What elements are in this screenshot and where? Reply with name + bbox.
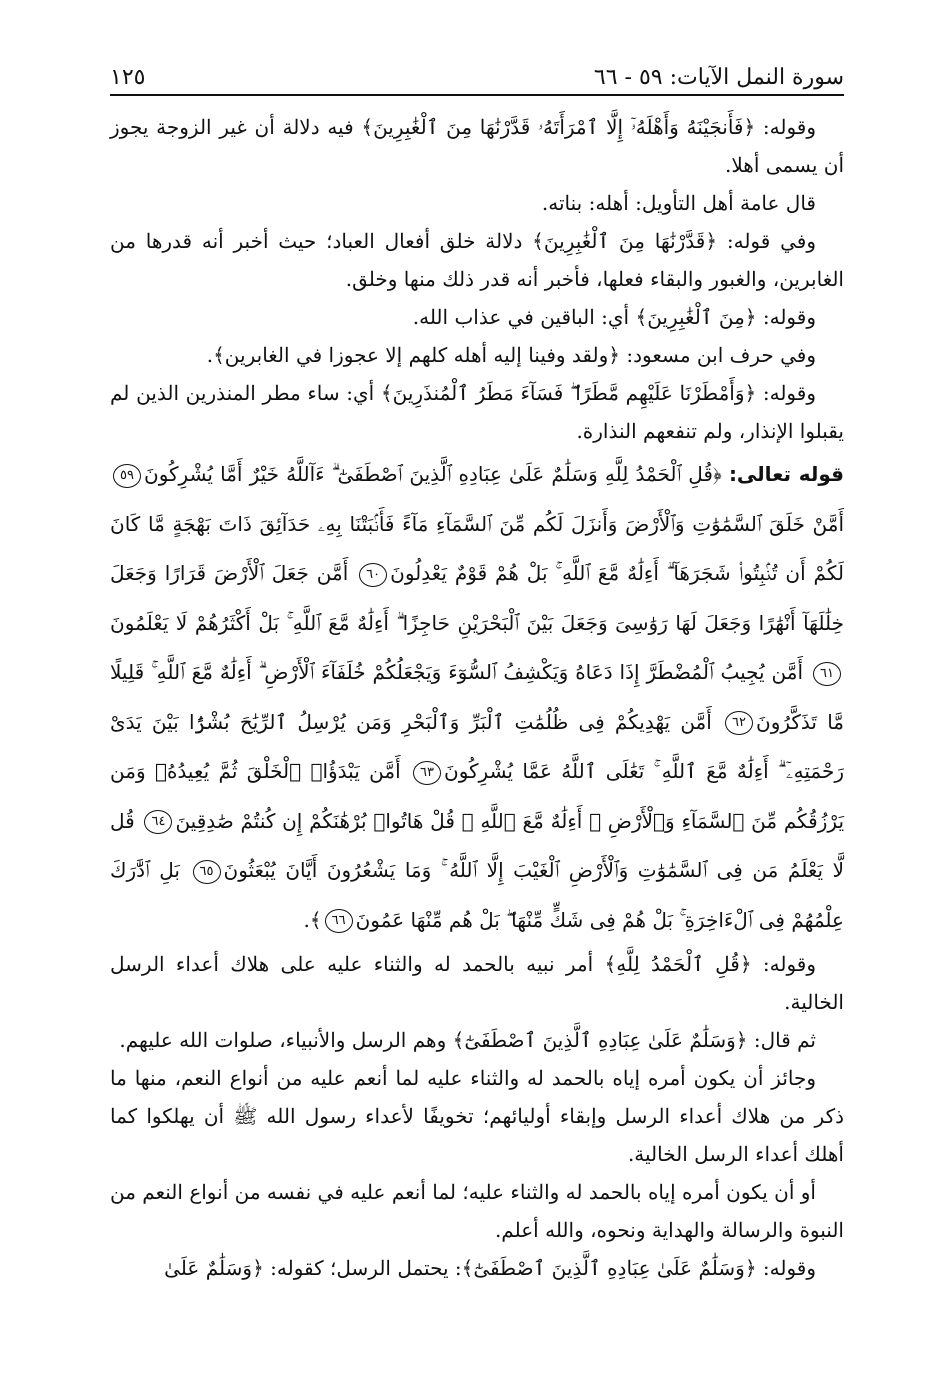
verse-text: أَمَّنْ خَلَقَ ٱلسَّمَٰوَٰتِ وَٱلْأَرْضَ وَأَنزَلَ لَكُم مِّنَ ٱلسَّمَآءِ مَآءً فَأَنۢبَتْنَا بِهِۦ حَدَآئِقَ ذَاتَ بَهْجَةٍ مَّا كَانَ لَكُمْ أَن تُنۢبِتُوا۟ شَجَرَهَآ ۗ أَءِلَٰهٌ مَّعَ ٱللَّهِ ۚ بَلْ هُمْ قَوْمٌ يَعْدِلُونَ: [110, 511, 845, 585]
page-header: [110, 56, 844, 96]
paragraph: أو أن يكون أمره إياه بالحمد له والثناء عليه؛ لما أنعم عليه في نفسه من أنواع النعم من النبوة والرسالة والهداية ونحوه، والله أعلم.: [110, 1180, 844, 1242]
verse-intro: قوله تعالى:: [728, 462, 844, 486]
verse-text: أَمَّن يُجِيبُ ٱلْمُضْطَرَّ إِذَا دَعَاهُ وَيَكْشِفُ ٱلسُّوٓءَ وَيَجْعَلُكُمْ خُلَفَآءَ ٱلْأَرْضِ ۗ أَءِلَٰهٌ مَّعَ ٱللَّهِ ۚ قَلِيلًا مَّا تَذَكَّرُونَ: [110, 660, 845, 734]
verse-text: ﴿قُلِ ٱلْحَمْدُ لِلَّهِ وَسَلَٰمٌ عَلَىٰ عِبَادِهِ ٱلَّذِينَ ٱصْطَفَىٰٓ ۗ ءَآللَّهُ خَيْرٌ أَمَّا يُشْرِكُونَ: [144, 462, 722, 486]
verse-text: أَمَّن يَهْدِيكُمْ فِى ظُلُمَٰتِ ٱلْبَرِّ وَٱلْبَحْرِ وَمَن يُرْسِلُ ٱلرِّيَٰحَ بُشْرًۢا بَيْنَ يَدَىْ رَحْمَتِهِۦٓ ۗ أَءِلَٰهٌ مَّعَ ٱللَّهِ ۚ تَعَٰلَى ٱللَّهُ عَمَّا يُشْرِكُونَ: [110, 709, 844, 783]
page-number: ١٢٥: [110, 65, 146, 90]
paragraph: وقوله: ﴿وَأَمْطَرْنَا عَلَيْهِم مَّطَرًا ۖ فَسَآءَ مَطَرُ ٱلْمُنذَرِينَ﴾ أي: ساء مطر المنذرين الذين لم يقبلوا الإنذار، ولم تنفعهم النذارة.: [110, 381, 844, 443]
paragraph: قال عامة أهل التأويل: أهله: بناته.: [541, 191, 816, 215]
verse-text: بَلِ ٱدَّٰرَكَ عِلْمُهُمْ فِى ٱلْءَاخِرَةِ ۚ بَلْ هُمْ فِى شَكٍّ مِّنْهَا ۖ بَلْ هُم مِّنْهَا عَمُونَ: [110, 858, 844, 932]
quran-verse-block: [110, 450, 844, 945]
verse-number-marker: ٦٢: [725, 711, 753, 735]
paragraph: وقوله: ﴿فَأَنجَيْنَهُ وَأَهْلَهُۥٓ إِلَّا ٱمْرَأَتَهُۥ قَدَّرْنَٰهَا مِنَ ٱلْغَٰبِرِينَ﴾ فيه دلالة أن غير الزوجة يجوز أن يسمى أهلا.: [110, 115, 844, 177]
verse-number-marker: ٦١: [813, 662, 841, 686]
verse-number-marker: ٦٦: [325, 909, 353, 933]
paragraph: وجائز أن يكون أمره إياه بالحمد له والثناء عليه لما أنعم عليه من أنواع النعم، منها ما ذكر من هلاك أعداء الرسل وإبقاء أوليائهم؛ تخويفًا لأعداء رسول الله ﷺ أن يهلكوا كما أهلك أعداء الرسل الخالية.: [110, 1066, 844, 1166]
paragraph: ثم قال: ﴿وَسَلَٰمٌ عَلَىٰ عِبَادِهِ ٱلَّذِينَ ٱصْطَفَىٰٓ﴾ وهم الرسل والأنبياء، صلوات الله عليهم.: [119, 1028, 816, 1052]
verse-number-marker: ٦٥: [193, 860, 221, 884]
verse-text: أَمَّن جَعَلَ ٱلْأَرْضَ قَرَارًا وَجَعَلَ خِلَٰلَهَآ أَنْهَٰرًا وَجَعَلَ لَهَا رَوَٰسِىَ وَجَعَلَ بَيْنَ ٱلْبَحْرَيْنِ حَاجِزًا ۗ أَءِلَٰهٌ مَّعَ ٱللَّهِ ۚ بَلْ أَكْثَرُهُمْ لَا يَعْلَمُونَ: [110, 561, 844, 635]
paragraph: وقوله: ﴿وَسَلَٰمٌ عَلَىٰ عِبَادِهِ ٱلَّذِينَ ٱصْطَفَىٰٓ﴾: يحتمل الرسل؛ كقوله: ﴿وَسَلَٰمٌ عَلَىٰ: [164, 1256, 816, 1280]
paragraph: وفي قوله: ﴿قَدَّرْنَٰهَا مِنَ ٱلْغَٰبِرِينَ﴾ دلالة خلق أفعال العباد؛ حيث أخبر أنه قدرها من الغابرين، والغبور والبقاء فعلها، فأخبر أنه قدر ذلك منها وخلق.: [110, 229, 844, 291]
verse-text: قُل لَّا يَعْلَمُ مَن فِى ٱلسَّمَٰوَٰتِ وَٱلْأَرْضِ ٱلْغَيْبَ إِلَّا ٱللَّهُ ۚ وَمَا يَشْعُرُونَ أَيَّانَ يُبْعَثُونَ: [110, 808, 845, 882]
verse-closing: ﴾.: [303, 907, 322, 932]
verse-number-marker: ٦٠: [359, 563, 387, 587]
paragraph: وقوله: ﴿مِنَ ٱلْغَٰبِرِينَ﴾ أي: الباقين في عذاب الله.: [412, 305, 816, 329]
verse-number-marker: ٦٤: [144, 810, 172, 834]
verse-text: أَمَّن يَبْدَؤُا۟ ٱلْخَلْقَ ثُمَّ يُعِيدُهُۥ وَمَن يَرْزُقُكُم مِّنَ ٱلسَّمَآءِ وَٱلْأَرْضِ ۗ أَءِلَٰهٌ مَّعَ ٱللَّهِ ۚ قُلْ هَاتُوا۟ بُرْهَٰنَكُمْ إِن كُنتُمْ صَٰدِقِينَ: [110, 759, 845, 833]
paragraph: وقوله: ﴿قُلِ ٱلْحَمْدُ لِلَّهِ﴾ أمر نبيه بالحمد له والثناء عليه على هلاك أعداء الرسل الخالية.: [110, 952, 844, 1014]
paragraph: وفي حرف ابن مسعود: ﴿ولقد وفينا إليه أهله كلهم إلا عجوزا في الغابرين﴾.: [206, 343, 816, 367]
verse-number-marker: ٦٣: [413, 761, 441, 785]
running-head-title: سورة النمل الآيات: ٥٩ - ٦٦: [593, 65, 844, 90]
page-body: [110, 108, 844, 1287]
verse-number-marker: ٥٩: [113, 464, 141, 488]
